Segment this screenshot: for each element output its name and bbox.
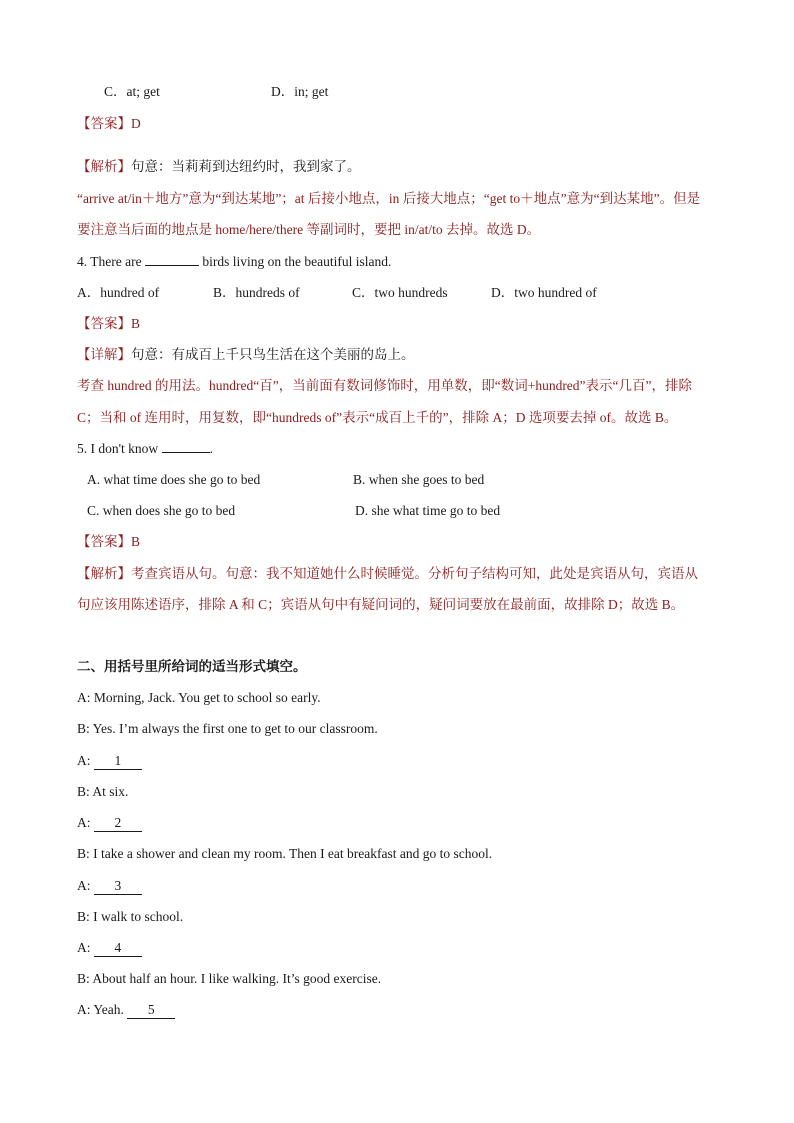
q5-analysis-line-2: 句应该用陈述语序，排除 A 和 C；宾语从句中有疑问词的，疑问词要放在最前面，故排除 D；故选 B。 bbox=[77, 597, 685, 612]
q4-option-d: D．two hundred of bbox=[491, 285, 597, 300]
analysis-text: 考查宾语从句。句意：我不知道她什么时候睡觉。分析句子结构可知，此处是宾语从句，宾语从 bbox=[131, 566, 698, 581]
answer-value: B bbox=[131, 316, 141, 331]
detail-tag: 【详解】 bbox=[77, 347, 131, 362]
speaker-label: B: bbox=[77, 846, 90, 861]
q5-option-c: C. when does she go to bed bbox=[87, 503, 236, 518]
q5-analysis-line-1 bbox=[77, 565, 698, 583]
dialogue-line bbox=[77, 908, 183, 926]
speaker-label: B: bbox=[77, 909, 90, 924]
dialogue-line bbox=[77, 752, 142, 770]
q3-answer bbox=[77, 115, 141, 133]
q4-detail-line-1 bbox=[77, 346, 415, 364]
analysis-tag: 【解析】 bbox=[77, 159, 131, 174]
dialogue-text: I take a shower and clean my room. Then I eat breakfast and go to school. bbox=[93, 846, 493, 861]
detail-text: 句意：有成百上千只鸟生活在这个美丽的岛上。 bbox=[131, 347, 415, 362]
speaker-label: A: bbox=[77, 815, 91, 830]
speaker-label: A: bbox=[77, 1002, 91, 1017]
analysis-tag: 【解析】 bbox=[77, 566, 131, 581]
dialogue-text: I walk to school. bbox=[93, 909, 184, 924]
blank-number-5[interactable]: 5 bbox=[127, 1002, 175, 1019]
dialogue-line bbox=[77, 814, 142, 832]
q3-option-c: C．at; get bbox=[104, 84, 160, 99]
answer-value: B bbox=[131, 534, 141, 549]
dialogue-line bbox=[77, 877, 142, 895]
q4-option-a: A．hundred of bbox=[77, 285, 160, 300]
q4-detail-line-2: 考查 hundred 的用法。hundred“百”，当前面有数词修饰时，用单数，即“数词+hundred”表示“几百”，排除 bbox=[77, 378, 693, 393]
dialogue-line bbox=[77, 720, 378, 738]
answer-tag: 【答案】 bbox=[77, 316, 131, 331]
blank-number-3[interactable]: 3 bbox=[94, 878, 142, 895]
speaker-label: A: bbox=[77, 753, 91, 768]
dialogue-line bbox=[77, 689, 321, 707]
dialogue-line bbox=[77, 970, 381, 988]
q5-blank[interactable] bbox=[162, 440, 210, 453]
q5-stem bbox=[77, 440, 213, 458]
dialogue-line bbox=[77, 1001, 175, 1019]
q4-option-b: B．hundreds of bbox=[213, 285, 300, 300]
dialogue-line bbox=[77, 845, 492, 863]
q4-stem bbox=[77, 253, 391, 271]
speaker-label: A: bbox=[77, 690, 91, 705]
blank-number-4[interactable]: 4 bbox=[94, 940, 142, 957]
q3-analysis-line-2: “arrive at/in＋地方”意为“到达某地”；at 后接小地点，in 后接大地点；“get to＋地点”意为“到达某地”。但是 bbox=[77, 191, 701, 206]
speaker-label: A: bbox=[77, 878, 91, 893]
dialogue-text: Yes. I’m always the first one to get to our classroom. bbox=[92, 721, 378, 736]
q5-option-a: A. what time does she go to bed bbox=[87, 472, 261, 487]
speaker-label: B: bbox=[77, 971, 90, 986]
dialogue-text: Morning, Jack. You get to school so early. bbox=[93, 690, 321, 705]
dialogue-text: About half an hour. I like walking. It’s good exercise. bbox=[92, 971, 382, 986]
answer-value: D bbox=[131, 116, 141, 131]
blank-number-2[interactable]: 2 bbox=[94, 815, 142, 832]
dialogue-text: At six. bbox=[92, 784, 129, 799]
q4-blank[interactable] bbox=[145, 253, 199, 266]
q4-answer bbox=[77, 315, 140, 333]
q5-stem-end: . bbox=[209, 441, 213, 456]
blank-number-1[interactable]: 1 bbox=[94, 753, 142, 770]
q5-option-b: B. when she goes to bed bbox=[353, 472, 485, 487]
speaker-label: A: bbox=[77, 940, 91, 955]
q4-detail-line-3: C；当和 of 连用时，用复数，即“hundreds of”表示“成百上千的”，排除 A；D 选项要去掉 of。故选 B。 bbox=[77, 410, 678, 425]
answer-tag: 【答案】 bbox=[77, 116, 131, 131]
q3-option-d: D．in; get bbox=[271, 84, 329, 99]
q4-stem-end: birds living on the beautiful island. bbox=[202, 254, 392, 269]
q5-stem-start: 5. I don't know bbox=[77, 441, 159, 456]
q3-analysis-line-3: 要注意当后面的地点是 home/here/there 等副词时，要把 in/at/to 去掉。故选 D。 bbox=[77, 222, 541, 237]
answer-tag: 【答案】 bbox=[77, 534, 131, 549]
q4-stem-start: 4. There are bbox=[77, 254, 142, 269]
analysis-text: 句意：当莉莉到达纽约时，我到家了。 bbox=[131, 159, 361, 174]
speaker-label: B: bbox=[77, 721, 90, 736]
dialogue-text: Yeah. bbox=[93, 1002, 124, 1017]
dialogue-line bbox=[77, 939, 142, 957]
speaker-label: B: bbox=[77, 784, 90, 799]
q3-analysis-line-1 bbox=[77, 158, 361, 176]
section-heading: 二、用括号里所给词的适当形式填空。 bbox=[77, 659, 307, 674]
dialogue-line bbox=[77, 783, 128, 801]
q4-option-c: C．two hundreds bbox=[352, 285, 448, 300]
q5-option-d: D. she what time go to bed bbox=[355, 503, 501, 518]
q5-answer bbox=[77, 533, 140, 551]
